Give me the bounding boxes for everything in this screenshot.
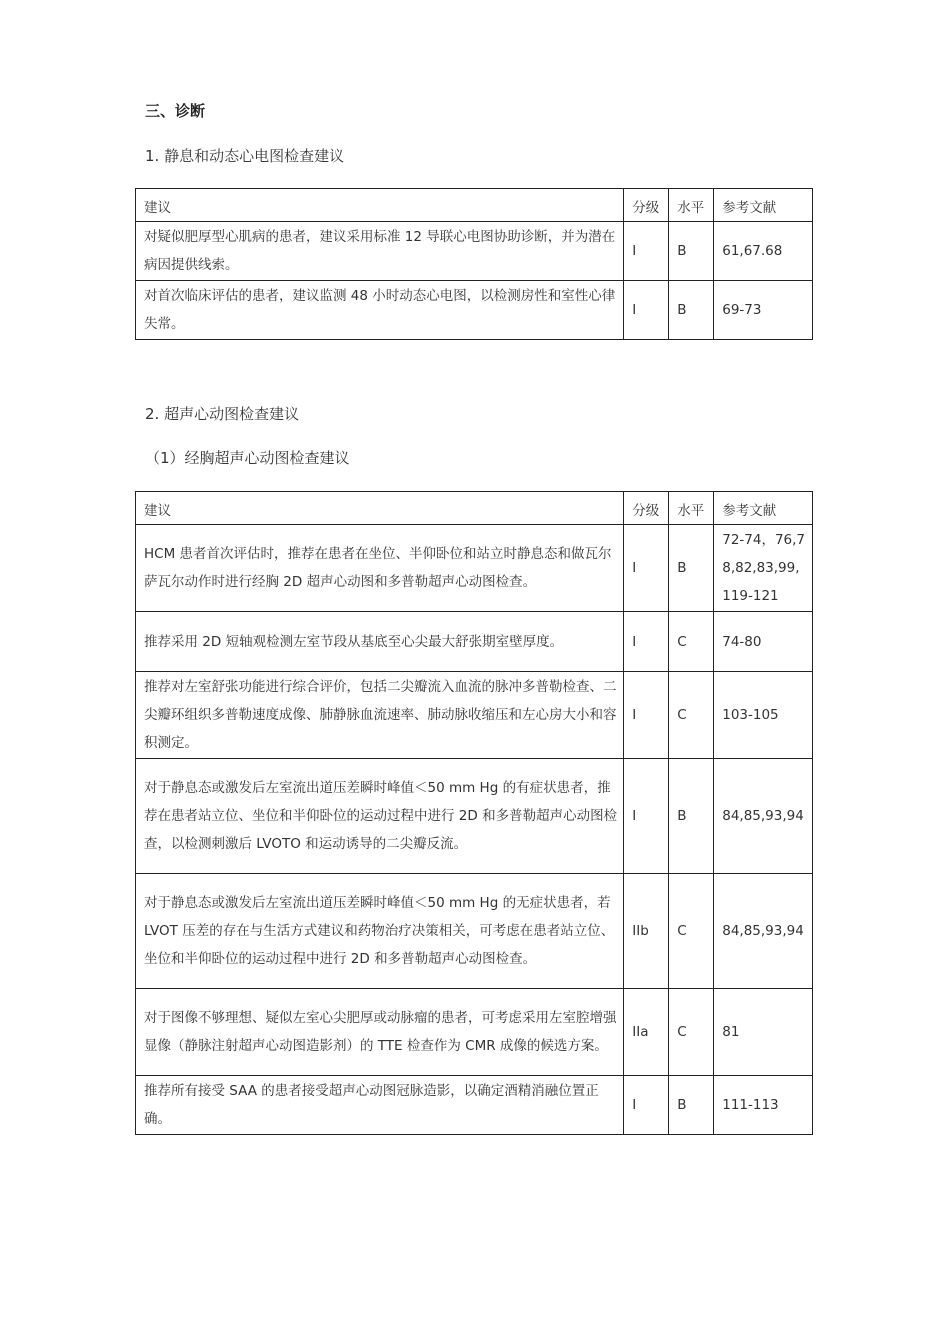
header-level: 水平	[669, 492, 714, 525]
header-references: 参考文献	[714, 492, 813, 525]
table-row	[136, 989, 813, 1076]
header-references: 参考文献	[714, 189, 813, 222]
table-row	[136, 281, 813, 340]
header-grade: 分级	[624, 492, 669, 525]
level-cell: B	[669, 525, 714, 612]
header-recommendation: 建议	[136, 189, 624, 222]
table-row	[136, 874, 813, 989]
grade-cell: I	[624, 759, 669, 874]
recommendation-cell: 推荐采用 2D 短轴观检测左室节段从基底至心尖最大舒张期室壁厚度。	[136, 612, 624, 672]
references-cell: 103-105	[714, 672, 813, 759]
references-cell: 74-80	[714, 612, 813, 672]
grade-cell: I	[624, 1076, 669, 1135]
grade-cell: IIb	[624, 874, 669, 989]
header-grade: 分级	[624, 189, 669, 222]
table-header-row	[136, 492, 813, 525]
references-cell: 111-113	[714, 1076, 813, 1135]
grade-cell: I	[624, 281, 669, 340]
level-cell: C	[669, 672, 714, 759]
ecg-recommendation-table	[135, 188, 813, 340]
header-recommendation: 建议	[136, 492, 624, 525]
grade-cell: I	[624, 672, 669, 759]
table-row	[136, 1076, 813, 1135]
recommendation-cell: HCM 患者首次评估时，推荐在患者在坐位、半仰卧位和站立时静息态和做瓦尔萨瓦尔动作时进行经胸 2D 超声心动图和多普勒超声心动图检查。	[136, 525, 624, 612]
table-row	[136, 672, 813, 759]
recommendation-cell: 对首次临床评估的患者，建议监测 48 小时动态心电图，以检测房性和室性心律失常。	[136, 281, 624, 340]
table-row	[136, 759, 813, 874]
level-cell: B	[669, 1076, 714, 1135]
grade-cell: I	[624, 525, 669, 612]
recommendation-cell: 推荐对左室舒张功能进行综合评价，包括二尖瓣流入血流的脉冲多普勒检查、二尖瓣环组织多普勒速度成像、肺静脉血流速率、肺动脉收缩压和左心房大小和容积测定。	[136, 672, 624, 759]
recommendation-cell: 对疑似肥厚型心肌病的患者，建议采用标准 12 导联心电图协助诊断，并为潜在病因提供线索。	[136, 222, 624, 281]
section-heading: 三、诊断	[145, 102, 206, 120]
references-cell: 69-73	[714, 281, 813, 340]
level-cell: B	[669, 281, 714, 340]
header-level: 水平	[669, 189, 714, 222]
references-cell: 84,85,93,94	[714, 874, 813, 989]
level-cell: C	[669, 612, 714, 672]
recommendation-cell: 对于静息态或激发后左室流出道压差瞬时峰值＜50 mm Hg 的无症状患者，若 LVOT 压差的存在与生活方式建议和药物治疗决策相关，可考虑在患者站立位、坐位和半仰卧位的运动过程中进行 2D 和多普勒超声心动图检查。	[136, 874, 624, 989]
level-cell: B	[669, 222, 714, 281]
recommendation-cell: 对于图像不够理想、疑似左室心尖肥厚或动脉瘤的患者，可考虑采用左室腔增强显像（静脉注射超声心动图造影剂）的 TTE 检查作为 CMR 成像的候选方案。	[136, 989, 624, 1076]
level-cell: B	[669, 759, 714, 874]
level-cell: C	[669, 874, 714, 989]
table-header-row	[136, 189, 813, 222]
subsection-heading-echo: 2. 超声心动图检查建议	[145, 405, 300, 423]
subsection-heading-ecg: 1. 静息和动态心电图检查建议	[145, 147, 345, 165]
table-row	[136, 525, 813, 612]
grade-cell: I	[624, 222, 669, 281]
references-cell: 84,85,93,94	[714, 759, 813, 874]
references-cell: 72-74，76,78,82,83,99,119-121	[714, 525, 813, 612]
table-row	[136, 222, 813, 281]
tte-recommendation-table	[135, 491, 813, 1135]
grade-cell: I	[624, 612, 669, 672]
grade-cell: IIa	[624, 989, 669, 1076]
table-row	[136, 612, 813, 672]
references-cell: 61,67.68	[714, 222, 813, 281]
recommendation-cell: 对于静息态或激发后左室流出道压差瞬时峰值＜50 mm Hg 的有症状患者，推荐在患者站立位、坐位和半仰卧位的运动过程中进行 2D 和多普勒超声心动图检查，以检测刺激后 LVOTO 和运动诱导的二尖瓣反流。	[136, 759, 624, 874]
references-cell: 81	[714, 989, 813, 1076]
recommendation-cell: 推荐所有接受 SAA 的患者接受超声心动图冠脉造影，以确定酒精消融位置正确。	[136, 1076, 624, 1135]
subsection-heading-tte: （1）经胸超声心动图检查建议	[145, 449, 350, 467]
level-cell: C	[669, 989, 714, 1076]
